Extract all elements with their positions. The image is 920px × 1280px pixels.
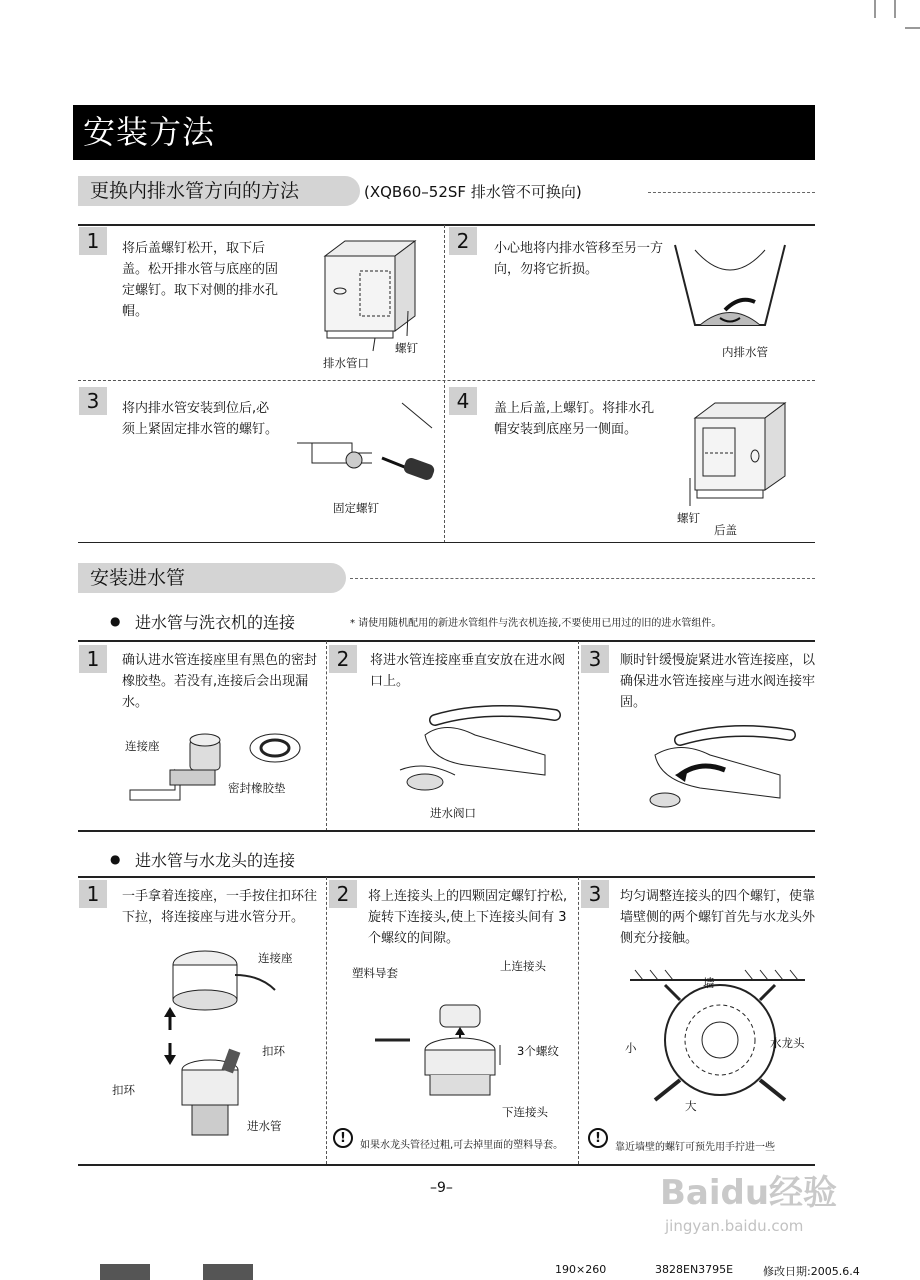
label-small: 小 bbox=[625, 1041, 637, 1055]
label-lower-connector: 下连接头 bbox=[502, 1105, 548, 1119]
step-number: 1 bbox=[79, 880, 107, 908]
section1-title: 更换内排水管方向的方法 bbox=[78, 176, 360, 206]
step-text: 将上连接头上的四颗固定螺钉拧松,旋转下连接头,使上下连接头间有 3 个螺纹的间隙。 bbox=[368, 889, 568, 946]
label-seal: 密封橡胶垫 bbox=[228, 781, 286, 795]
divider bbox=[78, 830, 815, 832]
step-text: 均匀调整连接头的四个螺钉，使靠墙壁侧的两个螺钉首先与水龙头外侧充分接触。 bbox=[620, 889, 816, 946]
footer-code: 3828EN3795E bbox=[655, 1263, 734, 1276]
section1-divider bbox=[648, 192, 815, 193]
inner-drain-illustration bbox=[670, 240, 790, 340]
washer-cover-illustration bbox=[685, 398, 795, 518]
footer-size: 190×260 bbox=[555, 1263, 607, 1276]
label-upper-connector: 上连接头 bbox=[500, 959, 546, 973]
subsection-title: 进水管与水龙头的连接 bbox=[135, 851, 296, 870]
label-connector: 连接座 bbox=[125, 739, 160, 753]
divider bbox=[78, 224, 815, 226]
label-clasp: 扣环 bbox=[112, 1083, 135, 1097]
step-number: 2 bbox=[449, 227, 477, 255]
label-clasp: 扣环 bbox=[262, 1044, 285, 1058]
sheet-tab-mark bbox=[100, 1264, 150, 1280]
watermark-url: jingyan.baidu.com bbox=[665, 1217, 804, 1235]
section2-divider bbox=[350, 578, 815, 579]
divider bbox=[326, 641, 327, 831]
warning-icon: ! bbox=[588, 1128, 608, 1148]
label-inlet-valve: 进水阀口 bbox=[430, 806, 476, 820]
divider bbox=[78, 542, 815, 543]
divider bbox=[578, 641, 579, 831]
footer-revision: 修改日期:2005.6.4 bbox=[763, 1265, 860, 1278]
hand-rotate-illustration bbox=[640, 720, 810, 820]
subsection-title: 进水管与洗衣机的连接 bbox=[135, 613, 296, 632]
divider bbox=[78, 640, 815, 642]
step-text: 一手拿着连接座，一手按住扣环往下拉，将连接座与进水管分开。 bbox=[122, 889, 318, 925]
divider bbox=[326, 877, 327, 1164]
section1-subtitle: (XQB60–52SF 排水管不可换向) bbox=[364, 183, 582, 201]
bullet-dot: ● bbox=[110, 614, 121, 628]
warning-text: 靠近墙壁的螺钉可预先用手拧进一些 bbox=[615, 1142, 775, 1153]
warning-icon: ! bbox=[333, 1128, 353, 1148]
label-connector: 连接座 bbox=[258, 951, 293, 965]
label-screw: 螺钉 bbox=[395, 341, 418, 355]
page-title: 安装方法 bbox=[73, 105, 815, 160]
step-number: 3 bbox=[581, 880, 609, 908]
label-big: 大 bbox=[685, 1099, 697, 1113]
step-number: 3 bbox=[79, 387, 107, 415]
step-number: 3 bbox=[581, 645, 609, 673]
label-three-threads: 3个螺纹 bbox=[517, 1044, 559, 1058]
step-number: 4 bbox=[449, 387, 477, 415]
step-text: 确认进水管连接座里有黑色的密封橡胶垫。若没有,连接后会出现漏水。 bbox=[122, 653, 318, 710]
warning-text: 如果水龙头管径过粗,可去掉里面的塑料导套。 bbox=[360, 1140, 564, 1151]
label-wall: 墙 bbox=[703, 976, 715, 990]
step-text: 盖上后盖,上螺钉。将排水孔帽安装到底座另一侧面。 bbox=[494, 401, 655, 437]
step-number: 2 bbox=[329, 880, 357, 908]
step-text: 将内排水管安装到位后,必须上紧固定排水管的螺钉。 bbox=[122, 401, 279, 437]
label-plastic-sleeve: 塑料导套 bbox=[352, 966, 398, 980]
step-text: 顺时针缓慢旋紧进水管连接座，以确保进水管连接座与进水阀连接牢固。 bbox=[620, 653, 816, 710]
step-number: 1 bbox=[79, 645, 107, 673]
step-text: 将后盖螺钉松开，取下后盖。松开排水管与底座的固定螺钉。取下对侧的排水孔帽。 bbox=[122, 241, 279, 319]
step-text: 小心地将内排水管移至另一方向，勿将它折损。 bbox=[494, 241, 664, 277]
label-fix-screw: 固定螺钉 bbox=[333, 501, 379, 515]
label-screw: 螺钉 bbox=[677, 511, 700, 525]
label-drain-outlet: 排水管口 bbox=[323, 356, 369, 370]
divider bbox=[78, 876, 815, 878]
connector-exploded-illustration bbox=[370, 1000, 520, 1110]
label-inner-drain: 内排水管 bbox=[722, 345, 768, 359]
step-number: 1 bbox=[79, 227, 107, 255]
step-number: 2 bbox=[329, 645, 357, 673]
label-inlet-hose: 进水管 bbox=[247, 1119, 282, 1133]
divider bbox=[78, 380, 815, 381]
sheet-tab-mark bbox=[203, 1264, 253, 1280]
fix-screw-illustration bbox=[292, 398, 442, 498]
hand-hose-illustration bbox=[395, 700, 565, 810]
section2-title: 安装进水管 bbox=[78, 563, 346, 593]
divider bbox=[578, 877, 579, 1164]
label-rear-cover: 后盖 bbox=[714, 523, 737, 537]
watermark-brand: Baidu经验 bbox=[660, 1173, 838, 1213]
bullet-dot: ● bbox=[110, 852, 121, 866]
label-faucet: 水龙头 bbox=[770, 1036, 805, 1050]
connector-separate-illustration bbox=[150, 945, 280, 1145]
divider bbox=[444, 225, 445, 543]
page-number: –9– bbox=[430, 1180, 453, 1196]
note-text: * 请使用随机配用的新进水管组件与洗衣机连接,不要使用已用过的旧的进水管组件。 bbox=[350, 618, 722, 629]
step-text: 将进水管连接座垂直安放在进水阀口上。 bbox=[370, 653, 566, 689]
